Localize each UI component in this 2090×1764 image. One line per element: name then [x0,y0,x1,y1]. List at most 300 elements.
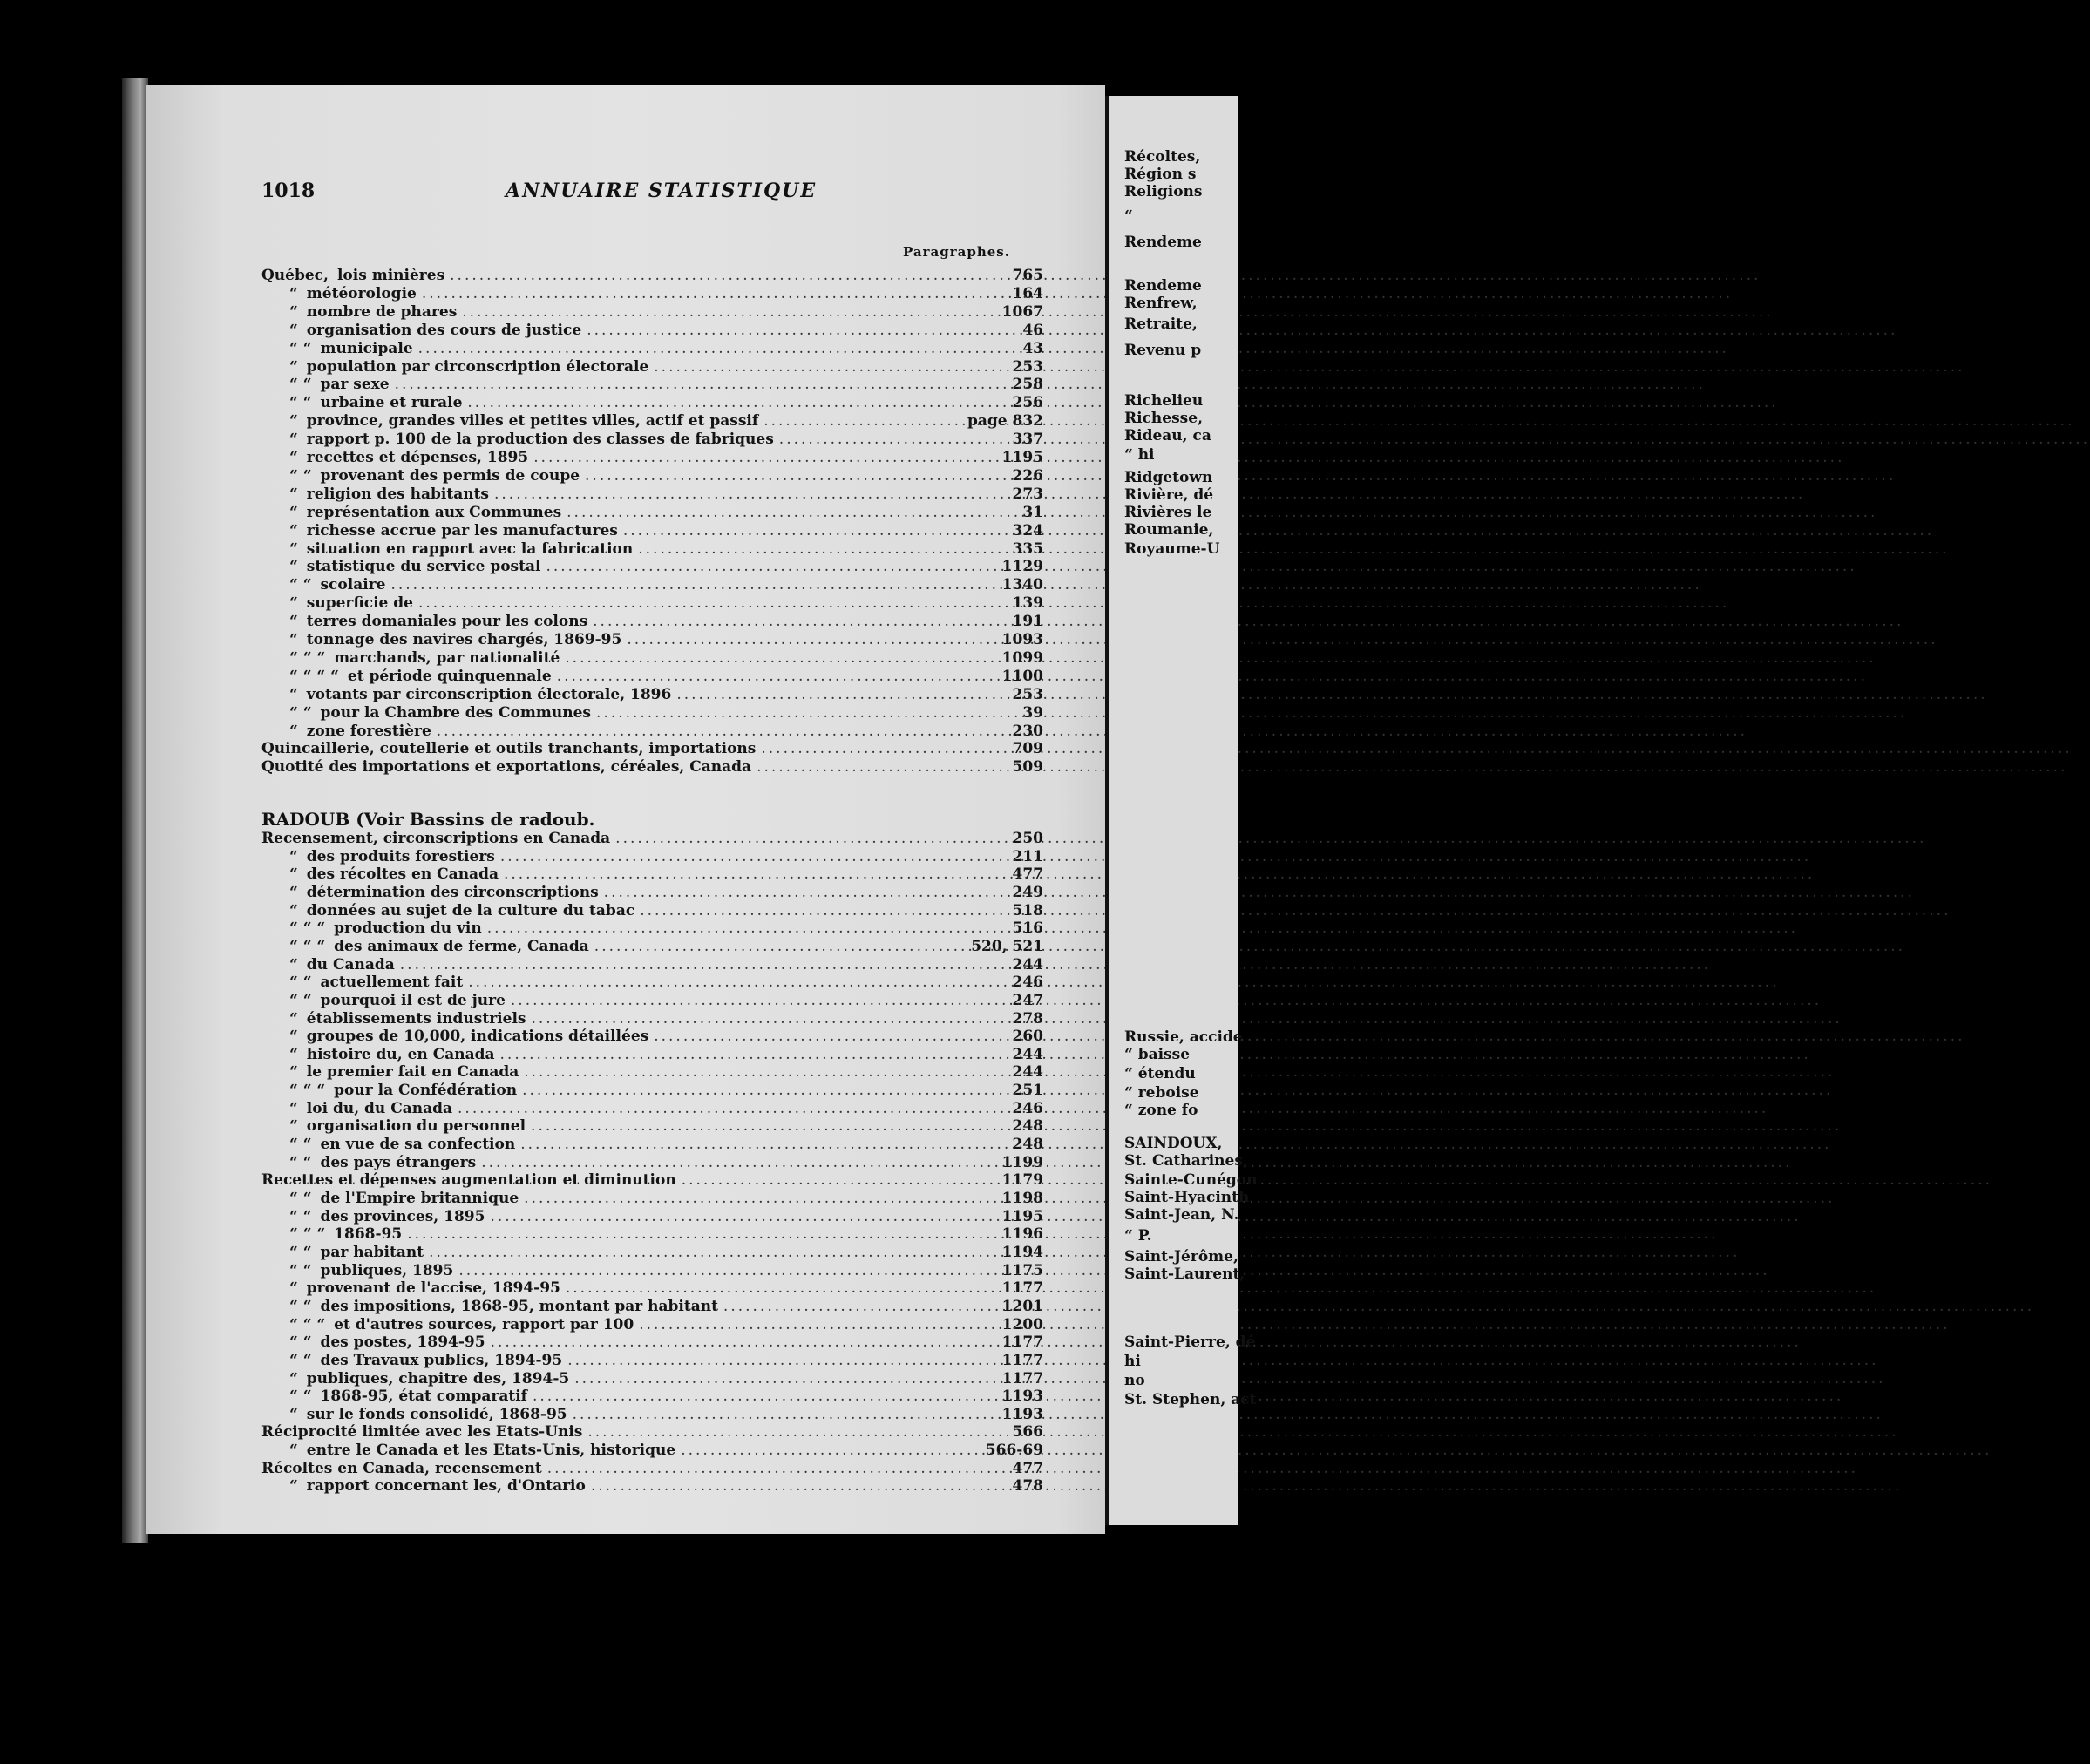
index-entry [261,376,1043,394]
entry-text: sur le fonds consolidé, 1868-95 [306,1405,567,1423]
dot-leader [533,449,996,467]
entry-text: Récoltes en Canada, recensement [261,1459,542,1477]
entry-text: des provinces, 1895 [320,1207,485,1225]
entry-prefix: “ “ [289,1207,312,1225]
entry-text: religion des habitants [306,485,489,503]
entry-text: nombre de phares [306,302,458,321]
dot-leader [511,992,1003,1010]
adjacent-entry: St. Stephen, act [1124,1391,1257,1408]
paragraph-number: 324 [1012,521,1043,539]
paragraph-number: 244 [1012,1063,1043,1082]
entry-text: des impositions, 1868-95, montant par habitant [320,1297,718,1315]
paragraph-number: 191 [1012,613,1043,631]
entry-prefix: “ “ [289,1333,312,1352]
entry-prefix: “ “ “ [289,1315,326,1333]
dot-leader [490,1208,996,1226]
paragraph-number: 278 [1012,1009,1043,1028]
adjacent-entry: “ P. [1124,1227,1152,1245]
entry-text: municipale [320,339,413,357]
index-entry [261,830,1043,848]
paragraph-number: 244 [1012,955,1043,974]
entry-text: population par circonscription électorale [306,357,649,376]
paragraph-number: 46 [1022,321,1043,339]
adjacent-entry: hi [1124,1353,1141,1370]
paragraph-number: 1194 [1001,1243,1043,1261]
adjacent-entry: Retraite, [1124,315,1198,333]
adjacent-entry: Richesse, [1124,410,1203,427]
adjacent-entry: Saint-Hyacinth [1124,1189,1250,1206]
entry-text: terres domaniales pour les colons [306,613,588,631]
entry-prefix: “ [289,631,298,648]
adjacent-entry: Rideau, ca [1124,427,1211,444]
index-entry [261,467,1043,485]
dot-leader [587,1423,1003,1442]
entry-prefix: “ [289,1279,298,1298]
entry-prefix: “ [289,485,298,503]
entry-text: des animaux de ferme, Canada [334,937,589,955]
entry-prefix: “ “ [289,1387,312,1406]
dot-leader [574,1370,996,1388]
adjacent-entry: Ridgetown [1124,469,1213,486]
paragraph-number: 1177 [1001,1333,1043,1352]
entry-text: rapport p. 100 de la production des classes de fabriques [306,431,774,449]
entry-prefix: “ [289,901,298,919]
entry-text: loi du, du Canada [306,1099,453,1117]
paragraph-number: 43 [1022,339,1043,357]
entry-text: en vue de sa confection [320,1136,516,1154]
index-entry [261,723,1043,741]
entry-text: par sexe [320,376,390,394]
index-entry [261,576,1043,594]
dot-leader [504,865,1003,884]
adjacent-entry: “ reboise [1124,1084,1199,1102]
entry-prefix: “ [289,412,298,431]
paragraph-number: 1198 [1001,1190,1043,1207]
adjacent-entry: “ [1124,207,1133,225]
index-entry [261,613,1043,631]
entry-text: statistique du service postal [306,558,541,576]
entry-prefix: “ “ [289,1261,312,1279]
page-number: 1018 [261,180,316,202]
entry-prefix: “ [289,431,298,449]
entry-text: lois minières [336,267,445,284]
adjacent-entry: Roumanie, [1124,521,1214,539]
entry-text: groupes de 10,000, indications détaillées [306,1028,649,1046]
paragraph-number: 1193 [1001,1387,1043,1406]
dot-leader [467,394,1003,412]
entry-prefix: “ [289,847,298,865]
adjacent-entry: “ hi [1124,446,1155,464]
paragraph-number: 250 [1012,830,1043,847]
adjacent-entry: “ zone fo [1124,1102,1198,1119]
entry-prefix: “ [289,503,298,521]
index-entry [261,303,1043,322]
entry-prefix: “ [289,1442,298,1460]
entry-text: des postes, 1894-95 [320,1333,485,1352]
adjacent-entry: Religions [1124,183,1203,200]
entry-text: Recensement, circonscriptions en Canada [261,830,611,847]
index-entry [261,1082,1043,1100]
dot-leader [763,412,962,431]
paragraph-number: 1099 [1001,648,1043,667]
entry-prefix: “ “ [289,576,312,594]
entry-prefix: “ “ [289,1136,312,1154]
dot-leader [458,1100,1003,1118]
entry-text: zone forestière [306,722,431,740]
dot-leader [594,938,966,956]
entry-text: situation en rapport avec la fabrication [306,539,634,558]
adjacent-entry: “ étendu [1124,1065,1196,1082]
paragraph-number: 520, 521 [971,937,1043,955]
dot-leader [422,285,1003,303]
index-entry [261,938,1043,956]
paragraph-number: 1093 [1001,631,1043,648]
entry-prefix: “ [289,1009,298,1028]
entry-text: superficie de [306,594,413,613]
entry-prefix: “ “ “ [289,1082,326,1100]
entry-prefix: “ [289,865,298,884]
index-entry [261,974,1043,992]
dot-leader [481,1154,996,1172]
index-entry [261,740,1043,758]
paragraph-number: 1195 [1001,1207,1043,1225]
index-entry [261,522,1043,540]
adjacent-entry: Rendeme [1124,234,1202,251]
page-binding [122,78,148,1543]
entry-prefix: “ “ [289,1351,312,1369]
entry-text: des produits forestiers [306,847,495,865]
entry-text: scolaire [320,576,386,594]
paragraph-number: 273 [1012,485,1043,503]
index-entry [261,956,1043,974]
entry-prefix: “ “ [289,376,312,394]
entry-prefix: “ “ [289,1190,312,1207]
paragraph-number: 477 [1012,1459,1043,1477]
paragraph-number: 335 [1012,539,1043,558]
paragraph-number: 709 [1012,740,1043,758]
dot-leader [723,1298,997,1316]
paragraph-number: 478 [1012,1477,1043,1496]
paragraph-number: 1177 [1001,1369,1043,1387]
paragraph-number: 518 [1012,901,1043,919]
paragraph-number: 253 [1012,685,1043,703]
entry-prefix: “ [289,594,298,613]
paragraph-number: 31 [1022,503,1043,521]
entry-text: des récoltes en Canada [306,865,499,884]
paragraph-number: 230 [1012,722,1043,740]
index-entry [261,649,1043,668]
index-entry [261,540,1043,559]
adjacent-entry: St. Catharines, [1124,1152,1248,1170]
dot-leader [437,723,1003,741]
adjacent-entry: Revenu p [1124,342,1202,359]
entry-text: établissements industriels [306,1009,526,1028]
index-entry [261,1046,1043,1064]
index-entry [261,902,1043,920]
entry-text: représentation aux Communes [306,503,562,521]
entry-prefix: “ [289,1063,298,1082]
radoub-entry: RADOUB (Voir Bassins de radoub. [261,809,595,830]
entry-text: Recettes et dépenses augmentation et diminution [261,1171,676,1190]
dot-leader [565,649,996,668]
entry-prefix: “ “ [289,394,312,412]
paragraph-number: 247 [1012,991,1043,1009]
dot-leader [418,340,1003,358]
paragraph-number: 246 [1012,1099,1043,1117]
entry-prefix: “ “ [289,1153,312,1171]
entry-text: rapport concernant les, d'Ontario [306,1477,586,1496]
adjacent-entry: Récoltes, [1124,148,1201,166]
dot-leader [491,1333,997,1352]
entry-text: histoire du, en Canada [306,1045,495,1063]
paragraph-number: 566-69 [985,1442,1043,1460]
entry-text: organisation des cours de justice [306,321,582,339]
index-entry [261,285,1043,303]
entry-text: marchands, par nationalité [334,648,560,667]
entry-prefix: “ “ [289,1297,312,1315]
entry-text: 1868-95, état comparatif [320,1387,527,1406]
adjacent-entry: Saint-Jean, N. [1124,1206,1239,1224]
column-header: Paragraphes. [903,244,1010,260]
dot-leader [407,1225,996,1244]
index-entry [261,449,1043,467]
entry-text: 1868-95 [334,1225,403,1244]
index-entry [261,704,1043,723]
dot-leader [400,956,1003,974]
adjacent-entry: Saint-Pierre, dé [1124,1333,1256,1351]
dot-leader [654,358,1003,377]
index-entry [261,1171,1043,1190]
dot-leader [390,576,996,594]
index-entry [261,1117,1043,1136]
paragraph-number: 258 [1012,376,1043,394]
entry-prefix: “ “ [289,1243,312,1261]
entry-text: organisation du personnel [306,1117,526,1136]
entry-prefix: “ [289,1117,298,1136]
entry-prefix: “ [289,1369,298,1387]
entry-prefix: “ [289,1045,298,1063]
paragraph-number: 1199 [1001,1153,1043,1171]
entry-text: de l'Empire britannique [320,1190,519,1207]
paragraph-number: 1196 [1001,1225,1043,1244]
dot-leader [682,1171,997,1190]
entry-text: Réciprocité limitée avec les Etats-Unis [261,1423,583,1442]
index-entry [261,1208,1043,1226]
index-entry [261,504,1043,522]
dot-leader [639,1316,996,1334]
paragraph-number: 253 [1012,357,1043,376]
paragraph-number: 39 [1022,703,1043,722]
dot-leader [500,848,1003,866]
dot-leader [654,1028,1003,1046]
entry-prefix: “ [289,883,298,901]
adjacent-entry: no [1124,1372,1145,1389]
paragraph-number: 1177 [1001,1351,1043,1369]
dot-leader [591,1477,1003,1496]
paragraph-number: 509 [1012,758,1043,777]
entry-prefix: “ [289,558,298,576]
paragraph-number: 246 [1012,974,1043,992]
entry-prefix: “ “ [289,466,312,485]
index-entry [261,686,1043,704]
paragraph-number: 139 [1012,594,1043,613]
entry-text: et d'autres sources, rapport par 100 [334,1315,634,1333]
dot-leader [533,1387,997,1406]
entry-text: Quincaillerie, coutellerie et outils tranchants, importations [261,740,757,758]
index-entry [261,1460,1043,1478]
entry-text: votants par circonscription électorale, 1896 [306,685,672,703]
dot-leader [623,522,1003,540]
entry-text: actuellement fait [320,974,464,992]
index-entry [261,1442,1043,1460]
entry-text: tonnage des navires chargés, 1869-95 [306,631,622,648]
entry-prefix: “ [289,284,298,302]
adjacent-page-fragment [1105,96,1258,1525]
entry-text: le premier fait en Canada [306,1063,519,1082]
paragraph-number: 248 [1012,1117,1043,1136]
dot-leader [640,902,1003,920]
paragraph-number: 1193 [1001,1405,1043,1423]
entry-text: pourquoi il est de jure [320,991,506,1009]
entry-prefix: “ “ “ [289,648,326,667]
adjacent-entry: Rivières le [1124,504,1212,521]
paragraph-number: 1177 [1001,1279,1043,1298]
index-entry [261,758,1043,777]
index-entry [261,1298,1043,1316]
index-entry [261,1352,1043,1370]
index-entry [261,1136,1043,1154]
index-entry [261,1244,1043,1262]
paragraph-number: 566 [1012,1423,1043,1442]
entry-prefix: “ “ “ [289,937,326,955]
entry-prefix: “ “ [289,703,312,722]
dot-leader [487,919,1003,938]
dot-leader [468,974,1003,992]
adjacent-entry: Rendeme [1124,277,1202,295]
paragraph-number: 248 [1012,1136,1043,1154]
paragraph-number: page 832 [967,412,1043,431]
entry-text: publiques, 1895 [320,1261,454,1279]
entry-prefix: Québec, [261,267,329,284]
dot-leader [429,1244,997,1262]
index-entry [261,668,1043,686]
dot-leader [566,1279,997,1298]
index-entry [261,1423,1043,1442]
paragraph-number: 1175 [1001,1261,1043,1279]
index-entry [261,412,1043,431]
paragraph-number: 1201 [1001,1297,1043,1315]
paragraph-number: 244 [1012,1045,1043,1063]
entry-prefix: “ [289,1099,298,1117]
index-entry [261,1387,1043,1406]
adjacent-entry: Russie, accide [1124,1028,1243,1046]
dot-leader [676,686,1003,704]
dot-leader [779,431,1003,449]
adjacent-entry: Saint-Laurent, [1124,1265,1245,1283]
entry-prefix: “ [289,955,298,974]
dot-leader [585,467,1003,485]
dot-leader [531,1010,1003,1028]
dot-leader [638,540,1003,559]
entry-prefix: “ [289,1028,298,1046]
index-entry [261,884,1043,902]
entry-text: entre le Canada et les Etats-Unis, historique [306,1442,676,1460]
paragraph-number: 1200 [1001,1315,1043,1333]
adjacent-entry: “ baisse [1124,1046,1191,1063]
paragraph-number: 164 [1012,284,1043,302]
dot-leader [458,1262,996,1280]
dot-leader [761,740,1003,758]
index-entry [261,594,1043,613]
entry-prefix: “ [289,321,298,339]
index-entry [261,1316,1043,1334]
dot-leader [500,1046,1003,1064]
paragraph-number: 477 [1012,865,1043,884]
dot-leader [567,1352,996,1370]
dot-leader [627,631,996,649]
dot-leader [604,884,1003,902]
entry-text: publiques, chapitre des, 1894-5 [306,1369,570,1387]
paragraph-number: 516 [1012,919,1043,938]
adjacent-entry: Richelieu [1124,392,1204,410]
paragraph-number: 256 [1012,394,1043,412]
index-entry [261,848,1043,866]
paragraph-number: 1067 [1001,302,1043,321]
index-entry [261,1063,1043,1082]
index-entry [261,1225,1043,1244]
dot-leader [524,1063,1003,1082]
paragraph-number: 1195 [1001,449,1043,466]
entry-prefix: “ “ [289,991,312,1009]
entry-text: provenant de l'accise, 1894-95 [306,1279,560,1298]
dot-leader [567,504,1003,522]
dot-leader [418,594,1003,613]
index-entry [261,1190,1043,1208]
index-entry [261,1154,1043,1172]
entry-text: météorologie [306,284,417,302]
entry-prefix: “ “ “ [289,1225,326,1244]
adjacent-entry: Région s [1124,166,1197,183]
adjacent-entry: Sainte-Cunégon [1124,1171,1258,1189]
dot-leader [596,704,1003,723]
index-entry [261,431,1043,449]
entry-prefix: “ [289,521,298,539]
paragraph-number: 1340 [1001,576,1043,594]
paragraph-number: 1129 [1001,558,1043,576]
dot-leader [450,267,1003,285]
index-entry [261,992,1043,1010]
dot-leader [615,830,1003,848]
paragraph-number: 1179 [1001,1171,1043,1190]
dot-leader [546,558,996,576]
index-entry [261,340,1043,358]
entry-text: données au sujet de la culture du tabac [306,901,635,919]
dot-leader [462,303,996,322]
entry-text: et période quinquennale [347,667,552,685]
dot-leader [587,322,1003,340]
paragraph-number: 211 [1012,847,1043,865]
entry-prefix: “ [289,302,298,321]
entry-text: par habitant [320,1243,424,1261]
index-entry [261,1010,1043,1028]
entry-text: pour la Chambre des Communes [320,703,591,722]
dot-leader [494,485,1003,504]
entry-prefix: “ “ [289,974,312,992]
entry-text: urbaine et rurale [320,394,463,412]
entry-text: provenant des permis de coupe [320,466,580,485]
entry-prefix: “ [289,357,298,376]
entry-prefix: “ “ [289,339,312,357]
